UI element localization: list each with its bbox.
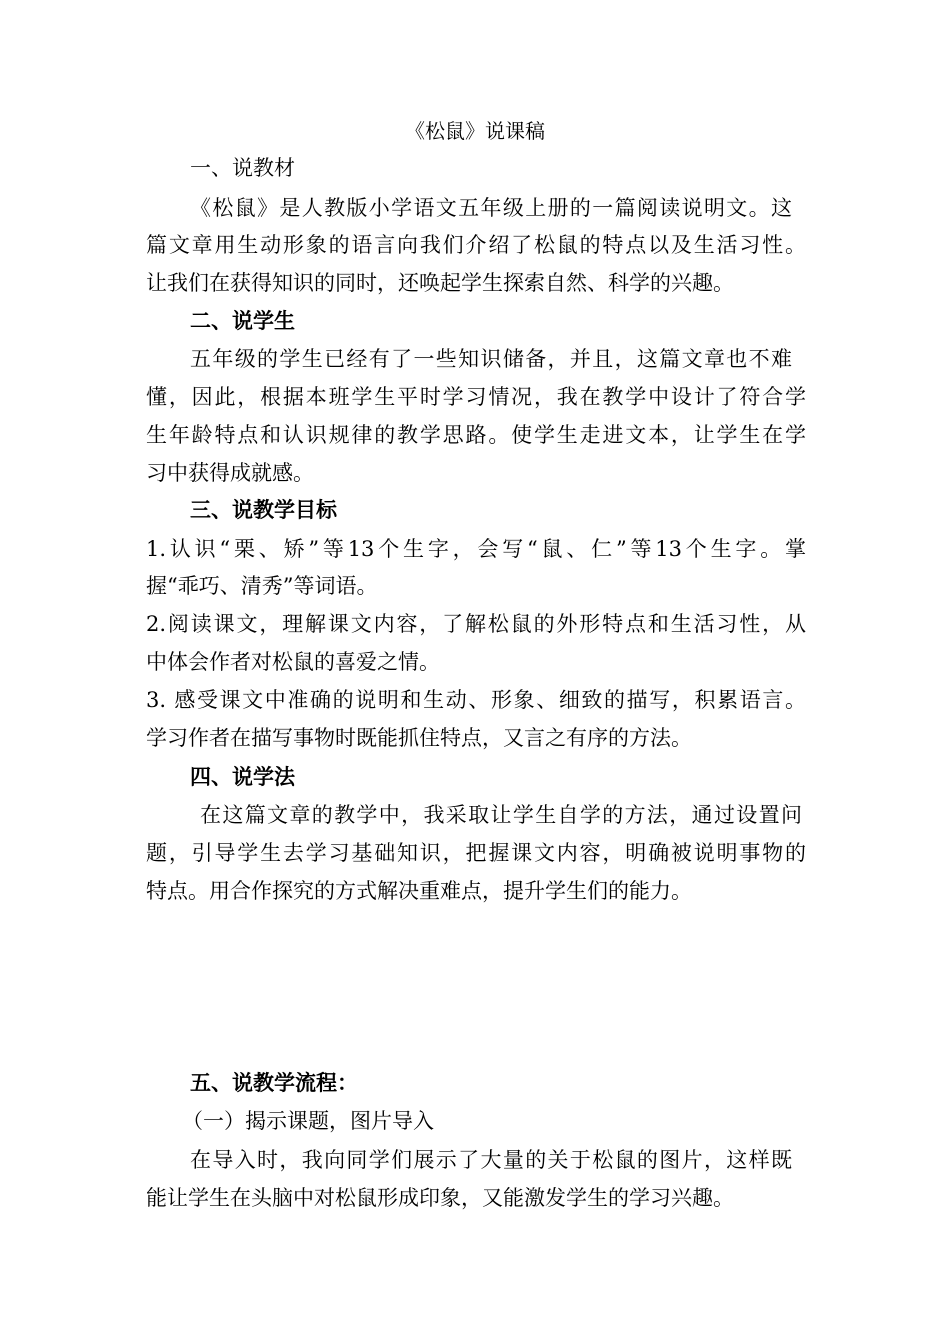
section-heading-students: 二、说学生 (190, 308, 295, 333)
paragraph-line: 让我们在获得知识的同时，还唤起学生探索自然、科学的兴趣。 (146, 271, 734, 295)
paragraph-line: 《松鼠》是人教版小学语文五年级上册的一篇阅读说明文。这 (190, 196, 792, 220)
paragraph-line: 能让学生在头脑中对松鼠形成印象，又能激发学生的学习兴趣。 (146, 1186, 734, 1210)
goal-line: 中体会作者对松鼠的喜爱之情。 (146, 650, 440, 674)
paragraph-line: 习中获得成就感。 (146, 461, 314, 485)
goal-line: 握“乖巧、清秀”等词语。 (146, 574, 378, 598)
section-heading-teaching-goals: 三、说教学目标 (190, 497, 337, 522)
paragraph-line: 题，引导学生去学习基础知识，把握课文内容，明确被说明事物的 (146, 841, 806, 865)
paragraph-line: 在导入时，我向同学们展示了大量的关于松鼠的图片，这样既 (190, 1148, 792, 1172)
goal-line: 2.阅读课文，理解课文内容，了解松鼠的外形特点和生活习性，从 (146, 612, 806, 636)
goal-line: 1.认识“栗、矫”等13个生字，会写“鼠、仁”等13个生字。掌 (146, 537, 806, 561)
subsection-heading: （一）揭示课题，图片导入 (182, 1109, 434, 1133)
paragraph-line: 生年龄特点和认识规律的教学思路。使学生走进文本，让学生在学 (146, 423, 806, 447)
paragraph-line: 在这篇文章的教学中，我采取让学生自学的方法，通过设置问 (200, 803, 802, 827)
goal-line: 3. 感受课文中准确的说明和生动、形象、细致的描写，积累语言。 (146, 688, 806, 712)
section-heading-learning-method: 四、说学法 (190, 764, 295, 789)
paragraph-line: 懂，因此，根据本班学生平时学习情况，我在教学中设计了符合学 (146, 385, 806, 409)
paragraph-line: 篇文章用生动形象的语言向我们介绍了松鼠的特点以及生活习性。 (146, 233, 806, 257)
goal-line: 学习作者在描写事物时既能抓住特点，又言之有序的方法。 (146, 726, 692, 750)
paragraph-line: 五年级的学生已经有了一些知识储备，并且，这篇文章也不难 (190, 347, 792, 371)
paragraph-line: 特点。用合作探究的方式解决重难点，提升学生们的能力。 (146, 879, 692, 903)
document-title: 《松鼠》说课稿 (405, 119, 545, 143)
section-heading-teaching-process: 五、说教学流程： (190, 1070, 358, 1095)
section-heading-teaching-material: 一、说教材 (190, 156, 295, 180)
